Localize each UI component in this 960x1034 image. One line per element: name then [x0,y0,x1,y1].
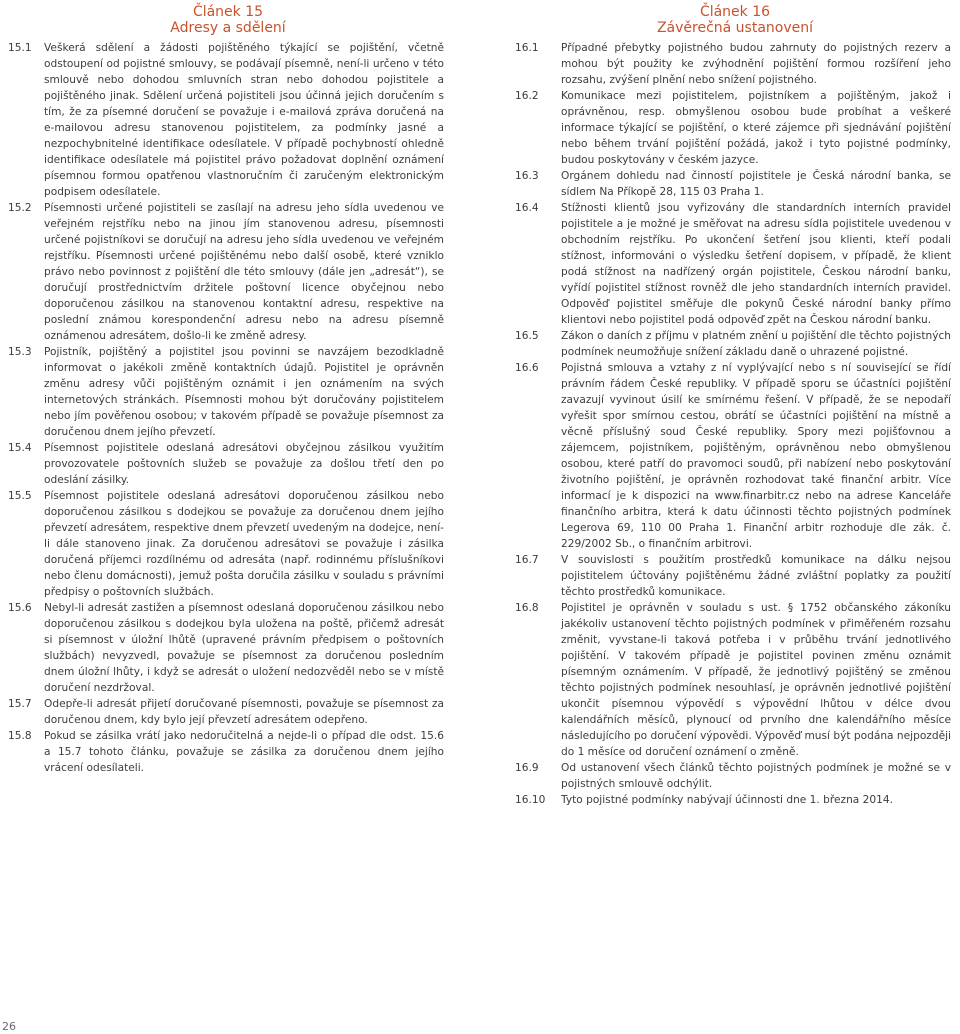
article-15-subtitle: Adresy a sdělení [170,20,286,36]
clause-text: Pojistitel je oprávněn v souladu s ust. § 1752 občanského zákoníku jakékoliv ustanovení těchto pojistných podmínek v přiměřeném rozsahu změnit, vyvstane-li taková potřeba i v průběhu trvání jednotlivého pojištění. V takovém případě je pojistitel povinen změnu oznámit písemným oznámením. V případě, že jednotlivý pojištěný se změnou těchto pojistných podmínek nesouhlasí, je oprávněn jednotlivé pojištění ukončit písemnou výpovědí s výpovědní lhůtou v délce dvou kalendářních měsíců, plynoucí od prvního dne kalendářního měsíce následujícího po doručení výpovědi. Výpověď musí být podána nejpozději do 1 měsíce od doručení oznámení o změně. [561,602,951,758]
clause-item [515,40,951,88]
clause-text: Komunikace mezi pojistitelem, pojistníkem a pojištěným, jakož i oprávněnou, resp. obmyšlenou osobou bude probíhat a veškeré informace týkající se pojištění, o které zájemce při sjednávání pojištění nebo během trvání pojištění požádá, jakož i tyto pojistné podmínky, budou poskytovány v českém jazyce. [561,90,951,166]
clause-item [515,200,951,328]
article-16-heading [515,4,955,36]
clause-number: 15.5 [8,490,32,502]
clause-text: Stížnosti klientů jsou vyřizovány dle standardních interních pravidel pojistitele a je možné je směřovat na adresu sídla pojistitele uvedenou v obchodním rejstříku. Po ukončení šetření jsou klienti, kteří podali stížnost, informováni o výsledku šetření dopisem, v případě, že klient podá stížnost na nadřízený orgán pojistitele, Českou národní banku, vyřídí pojistitel stížnost rovněž dle jeho standardních interních pravidel. Odpověď pojistitel směřuje dle pokynů České národní banky přímo klientovi nebo pojistitel podá odpověď zpět na Českou národní banku. [561,202,951,326]
clause-item [8,200,444,344]
clause-text: V souvislosti s použitím prostředků komunikace na dálku nejsou pojistitelem účtovány pojištěnému žádné zvláštní poplatky za použití těchto prostředků komunikace. [561,554,951,598]
clause-item [8,40,444,200]
clause-number: 16.6 [515,362,539,374]
clause-item [515,792,951,808]
clause-text: Zákon o daních z příjmu v platném znění u pojištění dle těchto pojistných podmínek neumožňuje snížení základu daně o uhrazené pojistné. [561,330,951,358]
clause-number: 15.4 [8,442,32,454]
clause-number: 16.1 [515,42,539,54]
clause-text: Od ustanovení všech článků těchto pojistných podmínek je možné se v pojistných smlouvě odchýlit. [561,762,951,790]
clause-number: 15.2 [8,202,32,214]
clause-number: 16.9 [515,762,539,774]
clause-number: 15.8 [8,730,32,742]
clause-item [8,728,444,776]
article-16-column [515,4,951,808]
clause-text: Písemnost pojistitele odeslaná adresátovi obyčejnou zásilkou využitím provozovatele poštovních služeb se považuje za došlou třetí den po odeslání zásilky. [44,442,444,486]
clause-text: Případné přebytky pojistného budou zahrnuty do pojistných rezerv a mohou být použity ke zvýhodnění pojištění formou rozšíření jeho rozsahu, zvýšení plnění nebo snížení pojistného. [561,42,951,86]
clause-text: Pojistná smlouva a vztahy z ní vyplývající nebo s ní související se řídí právním řádem České republiky. V případě sporu se účastníci pojištění zavazují vyvinout úsilí ke smírnému řešení. V případě, že se nepodaří vyřešit spor smírnou cestou, obrátí se účastníci pojištění na místně a věcně příslušný soud České republiky. Spory mezi pojišťovnou a zájemcem, pojistníkem, pojištěným, oprávněnou nebo obmyšlenou osobou, které patří do pravomoci soudů, při nabízení nebo poskytování životního pojištění, je oprávněn rozhodovat také finanční arbitr. Více informací je k dispozici na www.finarbitr.cz nebo na adrese Kanceláře finančního arbitra, která k datu účinnosti těchto pojistných podmínek Legerova 69, 110 00 Praha 1. Finanční arbitr rozhoduje dle zák. č. 229/2002 Sb., o finančním arbitrovi. [561,362,951,550]
clause-text: Orgánem dohledu nad činností pojistitele je Česká národní banka, se sídlem Na Příkopě 28, 115 03 Praha 1. [561,170,951,198]
clause-item [515,760,951,792]
clause-item [8,488,444,600]
clause-number: 16.10 [515,794,546,806]
clause-number: 16.5 [515,330,539,342]
clause-number: 15.3 [8,346,32,358]
clause-item [8,696,444,728]
clause-item [515,552,951,600]
article-16-subtitle: Závěrečná ustanovení [656,20,814,36]
clause-item [515,360,951,552]
clause-number: 16.4 [515,202,539,214]
clause-text: Tyto pojistné podmínky nabývají účinnosti dne 1. března 2014. [561,794,893,806]
clause-number: 16.8 [515,602,539,614]
clause-text: Písemnost pojistitele odeslaná adresátovi doporučenou zásilkou nebo doporučenou zásilkou s dodejkou se považuje za doručenou dnem jejího převzetí adresátem, respektive dnem převzetí uvedeným na dodejce, není-li dále stanoveno jinak. Za doručenou adresátovi se považuje i zásilka doručená příjemci rozdílnému od adresáta (např. rodinnému příslušníkovi nebo členu domácnosti), jemuž pošta doručila zásilku v souladu s právními předpisy o poštovních službách. [44,490,444,598]
clause-text: Pojistník, pojištěný a pojistitel jsou povinni se navzájem bezodkladně informovat o jakékoli změně kontaktních údajů. Pojistitel je oprávněn změnu adresy vůči pojištěným oznámit i jen oznámením na svých internetových stránkách. Písemnosti mohou být doručovány pojistitelem nebo jím pověřenou osobou; v takovém případě se považuje písemnost za doručenou dnem jejího převzetí. [44,346,444,438]
clause-text: Písemnosti určené pojistiteli se zasílají na adresu jeho sídla uvedenou ve veřejném rejstříku nebo na jinou jím stanovenou adresu, písemnosti určené pojistníkovi se doručují na adresu jeho sídla uvedenou ve veřejném rejstříku. Písemnosti určené pojištěnému nebo další osobě, které vzniklo právo nebo povinnost z pojištění dle této smlouvy (dále jen „adresát“), se doručují prostřednictvím držitele poštovní licence obyčejnou nebo doporučenou zásilkou na stanovenou kontaktní adresu, respektive na poslední známou korespondenční adresu nebo na adresu písemně oznámenou adresátem, došlo-li ke změně adresy. [44,202,444,342]
clause-item [8,600,444,696]
article-16-items [515,40,951,808]
clause-number: 16.3 [515,170,539,182]
page-number: 26 [2,1020,16,1033]
clause-text: Veškerá sdělení a žádosti pojištěného týkající se pojištění, včetně odstoupení od pojistné smlouvy, se podávají písemně, není-li určeno v této smlouvě nebo dohodou smluvních stran nebo dohodou pojistitele a pojištěného jinak. Sdělení určená pojistiteli jsou účinná jejich doručením s tím, že za písemné doručení se považuje i e-mailová zpráva doručená na e-mailovou adresu stanovenou pojistitelem, za podmínky jasné a nezpochybnitelné identifikace odesílatele. V případě pochybností ohledně identifikace odesílatele má pojistitel právo požadovat doplnění oznámení písemnou formou opatřenou vlastnoručním či zaručeným elektronickým podpisem odesílatele. [44,42,444,198]
clause-number: 16.2 [515,90,539,102]
clause-item [515,168,951,200]
clause-item [515,600,951,760]
clause-text: Nebyl-li adresát zastižen a písemnost odeslaná doporučenou zásilkou nebo doporučenou zásilkou s dodejkou byla uložena na poště, přičemž adresát si písemnost v úložní lhůtě (upravené právním předpisem o poštovních službách) nevyzvedl, považuje se písemnost za doručenou posledním dnem úložní lhůty, i když se adresát o uložení nedozvěděl nebo se v místě doručení nezdržoval. [44,602,444,694]
clause-item [8,344,444,440]
clause-item [515,88,951,168]
article-15-heading [8,4,448,36]
article-16-title: Článek 16 [699,4,771,20]
clause-number: 15.7 [8,698,32,710]
clause-item [515,328,951,360]
article-15-column [8,4,444,776]
article-15-items [8,40,444,776]
clause-text: Odepře-li adresát přijetí doručované písemnosti, považuje se písemnost za doručenou dnem, kdy bylo její převzetí adresátem odepřeno. [44,698,444,726]
clause-item [8,440,444,488]
clause-number: 15.1 [8,42,32,54]
clause-number: 15.6 [8,602,32,614]
clause-text: Pokud se zásilka vrátí jako nedoručitelná a nejde-li o případ dle odst. 15.6 a 15.7 tohoto článku, považuje se zásilka za doručenou dnem jejího vrácení odesílateli. [44,730,444,774]
article-15-title: Článek 15 [192,4,264,20]
clause-number: 16.7 [515,554,539,566]
